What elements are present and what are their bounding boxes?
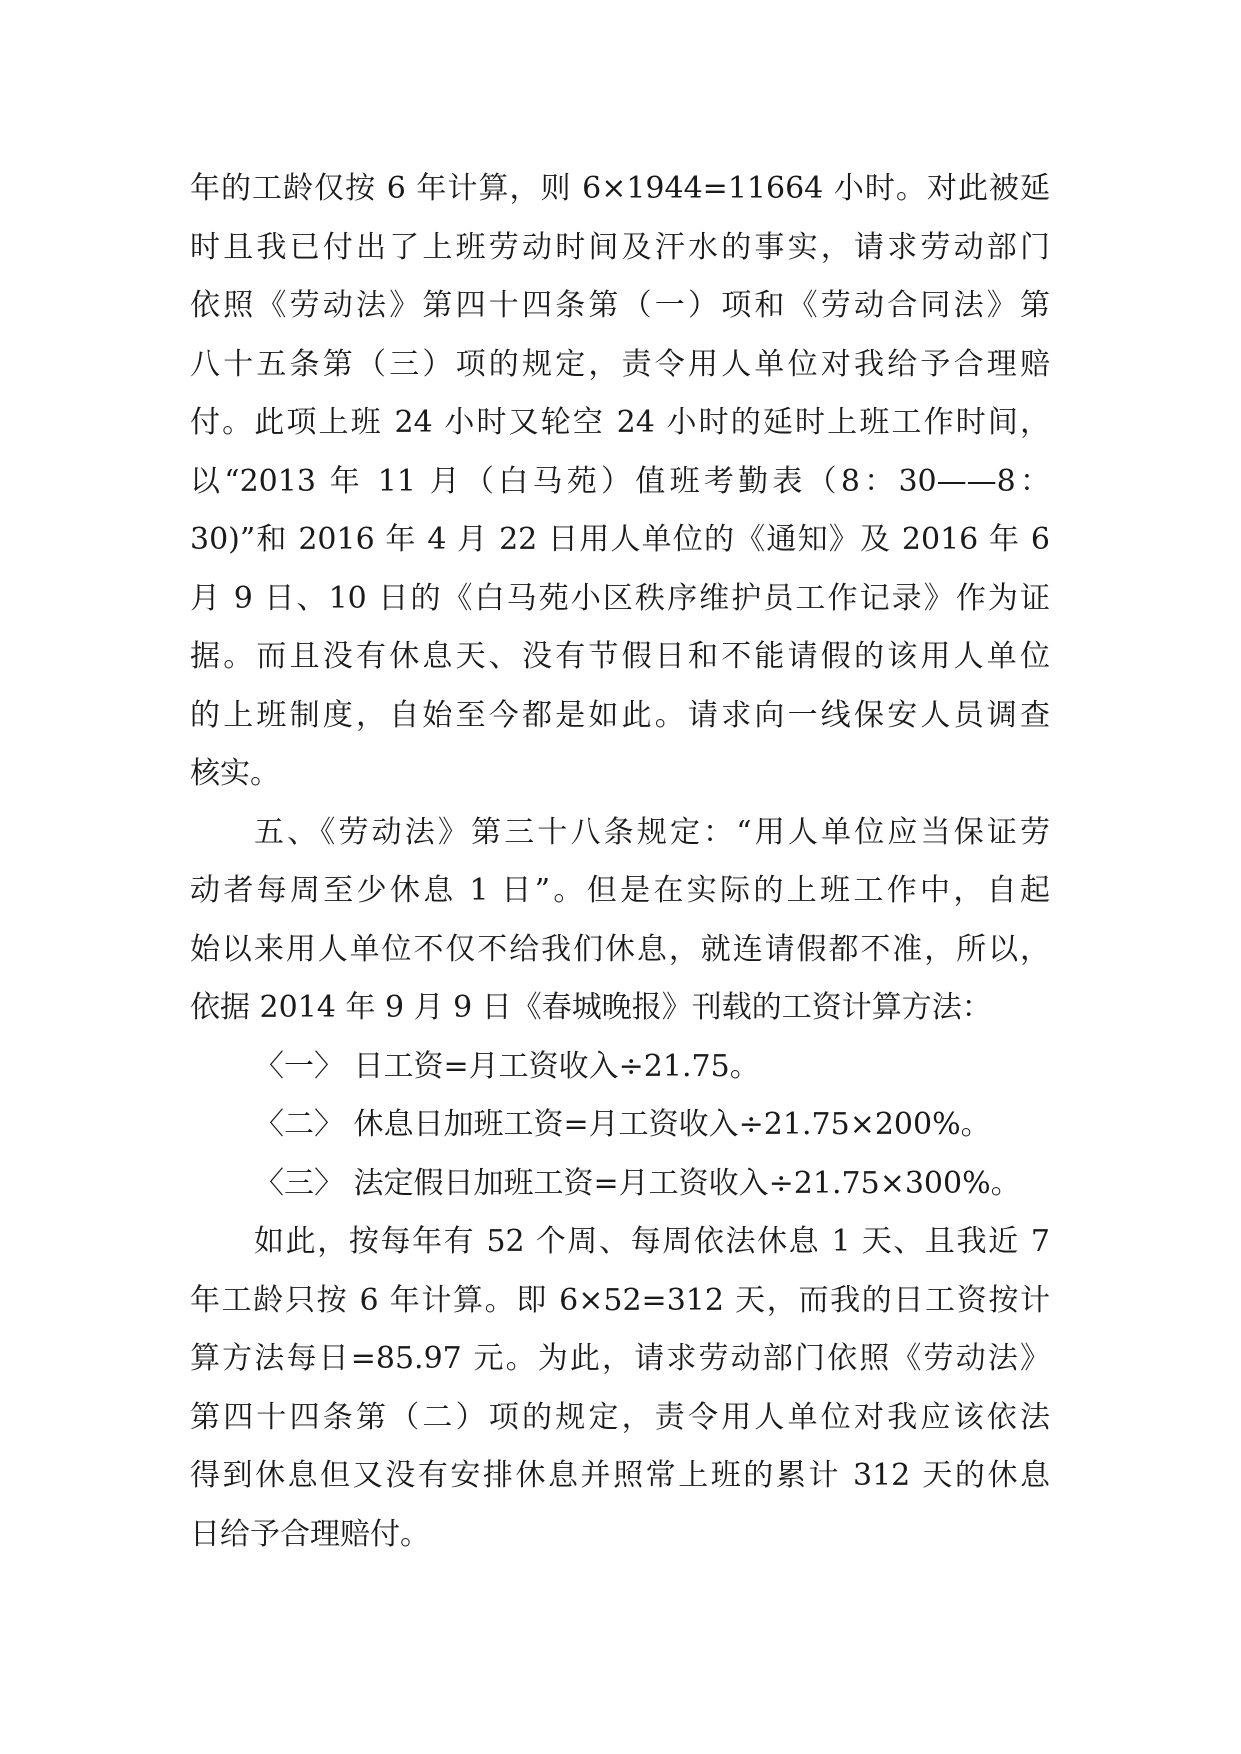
text-line: 得到休息但又没有安排休息并照常上班的累计 312 天的休息	[190, 1458, 1050, 1493]
text-line: 据。而且没有休息天、没有节假日和不能请假的该用人单位	[190, 639, 1050, 674]
text-line: 八十五条第（三）项的规定，责令用人单位对我给予合理赔	[190, 346, 1050, 382]
text-line: 年工龄只按 6 年计算。即 6×52=312 天，而我的日工资按计	[190, 1282, 1050, 1318]
text-line: 年的工龄仅按 6 年计算，则 6×1944=11664 小时。对此被延	[190, 171, 1050, 206]
paragraph-five-heading-line: 五、《劳动法》第三十八条规定：“用人单位应当保证劳	[254, 814, 1050, 850]
formula-item-2: 〈二〉 休息日加班工资=月工资收入÷21.75×200%。	[254, 1107, 991, 1142]
text-line: 核实。	[190, 756, 280, 791]
text-line: 时且我已付出了上班劳动时间及汗水的事实，请求劳动部门	[190, 229, 1050, 265]
text-line: 始以来用人单位不仅不给我们休息，就连请假都不准，所以，	[190, 931, 1050, 967]
text-line: 算方法每日=85.97 元。为此，请求劳动部门依照《劳动法》	[190, 1341, 1050, 1376]
text-line: 依照《劳动法》第四十四条第（一）项和《劳动合同法》第	[190, 288, 1050, 323]
text-line: 日给予合理赔付。	[190, 1516, 430, 1552]
text-line: 动者每周至少休息 1 日”。但是在实际的上班工作中，自起	[190, 873, 1050, 908]
text-line: 付。此项上班 24 小时又轮空 24 小时的延时上班工作时间，	[190, 405, 1050, 440]
text-line: 月 9 日、10 日的《白马苑小区秩序维护员工作记录》作为证	[190, 580, 1050, 616]
paragraph-calculation-line: 如此，按每年有 52 个周、每周依法休息 1 天、且我近 7	[254, 1224, 1050, 1259]
text-line: 30)”和 2016 年 4 月 22 日用人单位的《通知》及 2016 年 6	[190, 522, 1050, 557]
formula-item-3: 〈三〉 法定假日加班工资=月工资收入÷21.75×300%。	[254, 1165, 1021, 1201]
text-line: 的上班制度，自始至今都是如此。请求向一线保安人员调查	[190, 697, 1050, 733]
document-body	[190, 160, 1050, 1564]
text-line: 以“2013 年 11 月（白马苑）值班考勤表（8：30——8：	[190, 463, 1050, 499]
formula-item-1: 〈一〉 日工资=月工资收入÷21.75。	[254, 1048, 760, 1084]
text-line: 第四十四条第（二）项的规定，责令用人单位对我应该依法	[190, 1399, 1050, 1435]
text-line: 依据 2014 年 9 月 9 日《春城晚报》刊载的工资计算方法：	[190, 990, 992, 1025]
